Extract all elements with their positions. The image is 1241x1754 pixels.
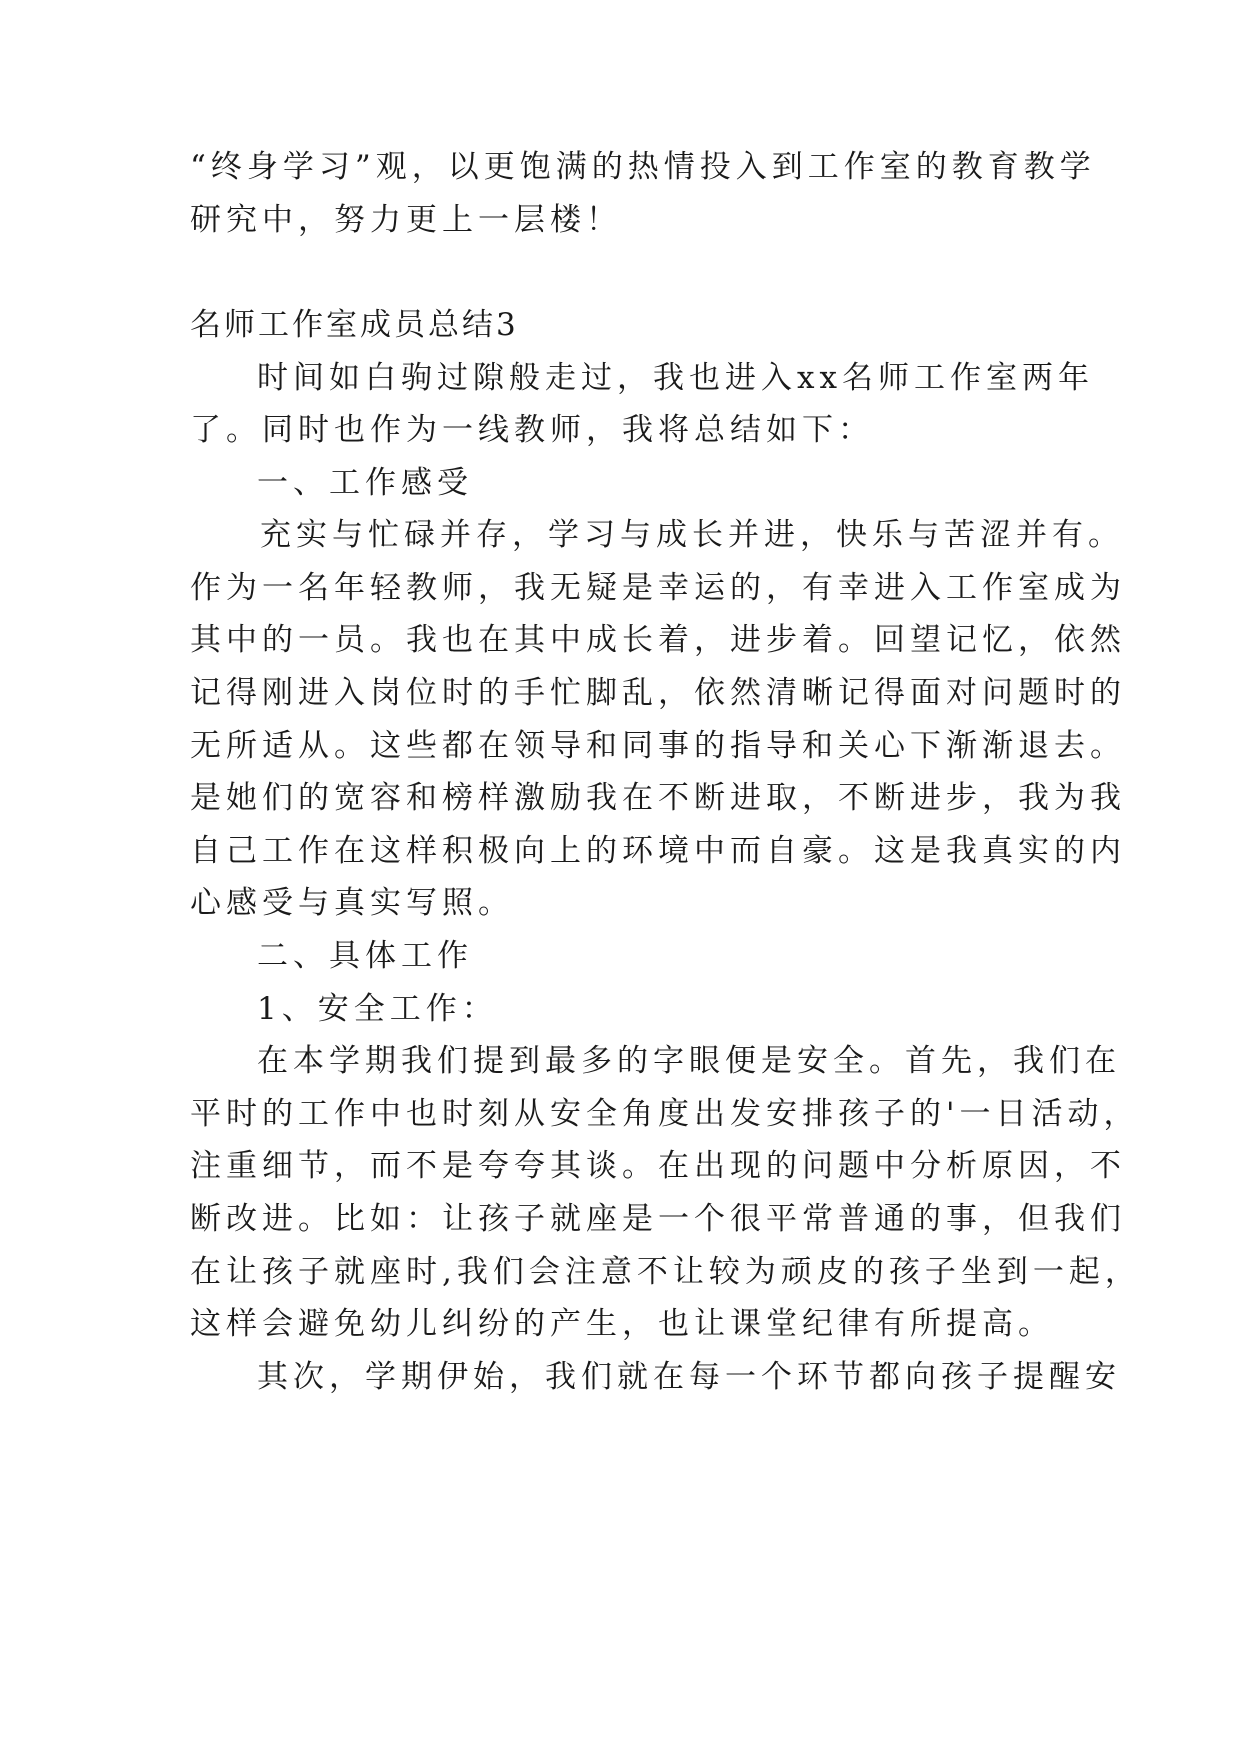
paragraph-line: 注重细节，而不是夸夸其谈。在出现的问题中分析原因，不: [190, 1148, 1126, 1184]
paragraph-line: 平时的工作中也时刻从安全角度出发安排孩子的'一日活动，: [190, 1096, 1140, 1132]
paragraph-line: 研究中，努力更上一层楼！: [190, 202, 622, 238]
paragraph-line: 断改进。比如：让孩子就座是一个很平常普通的事，但我们: [190, 1201, 1126, 1237]
paragraph-line: 记得刚进入岗位时的手忙脚乱，依然清晰记得面对问题时的: [190, 675, 1126, 711]
subsection-heading: 1、安全工作：: [257, 991, 498, 1027]
subsection-heading: 二、具体工作: [257, 938, 473, 974]
paragraph-line: 心感受与真实写照。: [190, 885, 514, 921]
paragraph-line: 自己工作在这样积极向上的环境中而自豪。这是我真实的内: [190, 833, 1126, 869]
paragraph-line: 在让孩子就座时,我们会注意不让较为顽皮的孩子坐到一起，: [190, 1254, 1141, 1290]
paragraph-line: 在本学期我们提到最多的字眼便是安全。首先，我们在: [257, 1043, 1121, 1079]
paragraph-line: 了。同时也作为一线教师，我将总结如下：: [190, 412, 874, 448]
section-title: 名师工作室成员总结3: [190, 307, 519, 343]
paragraph-line: 其中的一员。我也在其中成长着，进步着。回望记忆，依然: [190, 622, 1126, 658]
paragraph-line: “终身学习”观，以更饱满的热情投入到工作室的教育教学: [190, 149, 1096, 185]
paragraph-line: 无所适从。这些都在领导和同事的指导和关心下渐渐退去。: [190, 728, 1126, 764]
paragraph-line: 这样会避免幼儿纠纷的产生，也让课堂纪律有所提高。: [190, 1306, 1054, 1342]
paragraph-line: 时间如白驹过隙般走过，我也进入xx名师工作室两年: [257, 360, 1094, 396]
paragraph-line: 是她们的宽容和榜样激励我在不断进取，不断进步，我为我: [190, 780, 1126, 816]
paragraph-line: 作为一名年轻教师，我无疑是幸运的，有幸进入工作室成为: [190, 570, 1126, 606]
subsection-heading: 一、工作感受: [257, 465, 473, 501]
paragraph-line: 充实与忙碌并存，学习与成长并进，快乐与苦涩并有。: [260, 517, 1124, 553]
paragraph-line: 其次，学期伊始，我们就在每一个环节都向孩子提醒安: [257, 1359, 1121, 1395]
